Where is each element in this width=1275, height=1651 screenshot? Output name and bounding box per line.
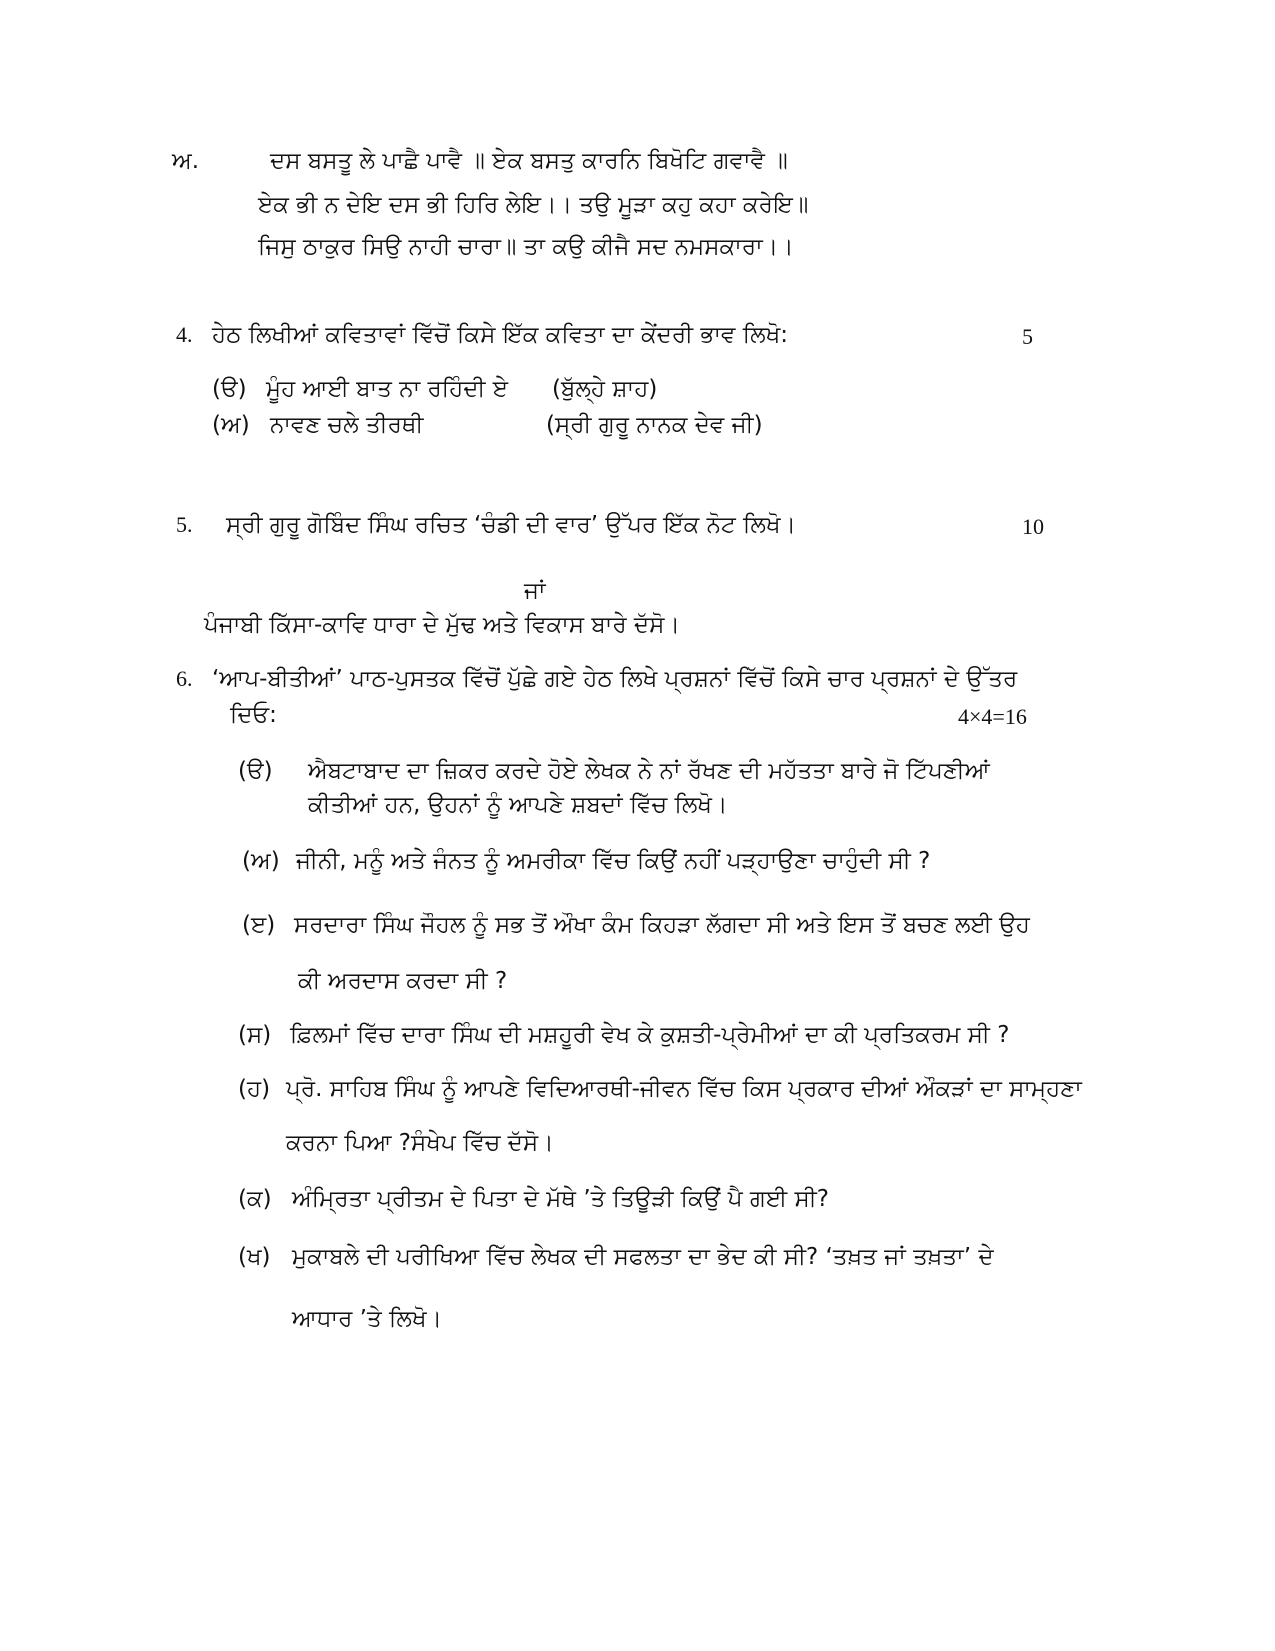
sub-question-text: ਜੀਨੀ, ਮਨੂੰ ਅਤੇ ਜੰਨਤ ਨੂੰ ਅਮਰੀਕਾ ਵਿੱਚ ਕਿਉਂ ਨਹੀਂ ਪੜ੍ਹਾਉਣਾ ਚਾਹੁੰਦੀ ਸੀ ? [296, 848, 931, 874]
option-label: (ੳ) [212, 376, 247, 402]
question-text: ‘ਆਪ-ਬੀਤੀਆਂ’ ਪਾਠ-ਪੁਸਤਕ ਵਿੱਚੋਂ ਪੁੱਛੇ ਗਏ ਹੇਠ ਲਿਖੇ ਪ੍ਰਸ਼ਨਾਂ ਵਿੱਚੋਂ ਕਿਸੇ ਚਾਰ ਪ੍ਰਸ਼ਨਾਂ ਦੇ ਉੱਤਰ [212, 666, 1018, 692]
sub-question-text: ਮੁਕਾਬਲੇ ਦੀ ਪਰੀਖਿਆ ਵਿੱਚ ਲੇਖਕ ਦੀ ਸਫਲਤਾ ਦਾ ਭੇਦ ਕੀ ਸੀ? ‘ਤਖ਼ਤ ਜਾਂ ਤਖ਼ਤਾ’ ਦੇ [292, 1244, 994, 1270]
sub-question-text: ਕੀਤੀਆਂ ਹਨ, ਉਹਨਾਂ ਨੂੰ ਆਪਣੇ ਸ਼ਬਦਾਂ ਵਿੱਚ ਲਿਖੋ। [308, 792, 728, 818]
verse-line: ਦਸ ਬਸਤੂ ਲੇ ਪਾਛੈ ਪਾਵੈ ॥ ਏਕ ਬਸਤੁ ਕਾਰਨਿ ਬਿਖੋਟਿ ਗਵਾਵੈ ॥ [270, 148, 788, 174]
sub-question-text: ਐਬਟਾਬਾਦ ਦਾ ਜ਼ਿਕਰ ਕਰਦੇ ਹੋਏ ਲੇਖਕ ਨੇ ਨਾਂ ਰੱਖਣ ਦੀ ਮਹੱਤਤਾ ਬਾਰੇ ਜੋ ਟਿੱਪਣੀਆਂ [308, 758, 990, 784]
sub-question-label: (ਹ) [238, 1076, 271, 1102]
sub-question-label: (ਅ) [242, 848, 280, 874]
verse-line: ਏਕ ਭੀ ਨ ਦੇਇ ਦਸ ਭੀ ਹਿਰਿ ਲੇਇ।। ਤਉ ਮੂੜਾ ਕਹੁ ਕਹਾ ਕਰੇਇ॥ [258, 192, 809, 218]
question-marks: 4×4=16 [958, 704, 1027, 729]
sub-question-text: ਅੰਮ੍ਰਿਤਾ ਪ੍ਰੀਤਮ ਦੇ ਪਿਤਾ ਦੇ ਮੱਥੇ ’ਤੇ ਤਿਊੜੀ ਕਿਉਂ ਪੈ ਗਈ ਸੀ? [292, 1186, 829, 1212]
question-text: ਦਿਓ: [230, 702, 277, 728]
question-text: ਹੇਠ ਲਿਖੀਆਂ ਕਵਿਤਾਵਾਂ ਵਿੱਚੋਂ ਕਿਸੇ ਇੱਕ ਕਵਿਤਾ ਦਾ ਕੇਂਦਰੀ ਭਾਵ ਲਿਖੋ: [212, 322, 789, 348]
question-number: 4. [176, 322, 193, 347]
option-author: (ਬੁੱਲ੍ਹੇ ਸ਼ਾਹ) [552, 376, 658, 402]
question-marks: 5 [1022, 324, 1033, 349]
option-title: ਨਾਵਣ ਚਲੇ ਤੀਰਥੀ [270, 412, 424, 438]
sub-question-text: ਸਰਦਾਰਾ ਸਿੰਘ ਜੌਹਲ ਨੂੰ ਸਭ ਤੋਂ ਔਖਾ ਕੰਮ ਕਿਹੜਾ ਲੱਗਦਾ ਸੀ ਅਤੇ ਇਸ ਤੋਂ ਬਚਣ ਲਈ ਉਹ [294, 912, 1030, 938]
sub-question-label: (ਸ) [238, 1022, 272, 1048]
question-number: 6. [176, 666, 193, 691]
sub-question-text: ਆਧਾਰ ’ਤੇ ਲਿਖੋ। [292, 1306, 443, 1332]
sub-question-text: ਕੀ ਅਰਦਾਸ ਕਰਦਾ ਸੀ ? [298, 968, 508, 994]
question-number: 5. [176, 512, 193, 537]
sub-question-label: (ਕ) [238, 1186, 272, 1212]
option-author: (ਸ੍ਰੀ ਗੁਰੂ ਨਾਨਕ ਦੇਵ ਜੀ) [546, 412, 763, 438]
question-text: ਸ੍ਰੀ ਗੁਰੂ ਗੋਬਿੰਦ ਸਿੰਘ ਰਚਿਤ ‘ਚੰਡੀ ਦੀ ਵਾਰ’ ਉੱਪਰ ਇੱਕ ਨੋਟ ਲਿਖੋ। [226, 512, 797, 538]
sub-question-text: ਕਰਨਾ ਪਿਆ ?ਸੰਖੇਪ ਵਿੱਚ ਦੱਸੋ। [286, 1130, 554, 1156]
or-divider: ਜਾਂ [524, 578, 546, 604]
sub-question-text: ਫ਼ਿਲਮਾਂ ਵਿੱਚ ਦਾਰਾ ਸਿੰਘ ਦੀ ਮਸ਼ਹੂਰੀ ਵੇਖ ਕੇ ਕੁਸ਼ਤੀ-ਪ੍ਰੇਮੀਆਂ ਦਾ ਕੀ ਪ੍ਰਤਿਕਰਮ ਸੀ ? [290, 1022, 1010, 1048]
verse-line: ਜਿਸੁ ਠਾਕੁਰ ਸਿਉ ਨਾਹੀ ਚਾਰਾ॥ ਤਾ ਕਉ ਕੀਜੈ ਸਦ ਨਮਸਕਾਰਾ।। [258, 234, 794, 260]
sub-question-text: ਪ੍ਰੋ. ਸਾਹਿਬ ਸਿੰਘ ਨੂੰ ਆਪਣੇ ਵਿਦਿਆਰਥੀ-ਜੀਵਨ ਵਿੱਚ ਕਿਸ ਪ੍ਰਕਾਰ ਦੀਆਂ ਔਕੜਾਂ ਦਾ ਸਾਮ੍ਹਣਾ [286, 1076, 1082, 1102]
sub-question-label: (ੳ) [238, 758, 273, 784]
option-label: (ਅ) [212, 412, 250, 438]
question-alternative: ਪੰਜਾਬੀ ਕਿੱਸਾ-ਕਾਵਿ ਧਾਰਾ ਦੇ ਮੁੱਢ ਅਤੇ ਵਿਕਾਸ ਬਾਰੇ ਦੱਸੋ। [204, 612, 680, 638]
sub-question-label: (ੲ) [242, 912, 276, 938]
question-marks: 10 [1022, 514, 1044, 539]
verse-label: ਅ. [172, 148, 200, 174]
option-title: ਮੂੰਹ ਆਈ ਬਾਤ ਨਾ ਰਹਿੰਦੀ ਏ [266, 376, 509, 402]
sub-question-label: (ਖ) [238, 1244, 271, 1270]
